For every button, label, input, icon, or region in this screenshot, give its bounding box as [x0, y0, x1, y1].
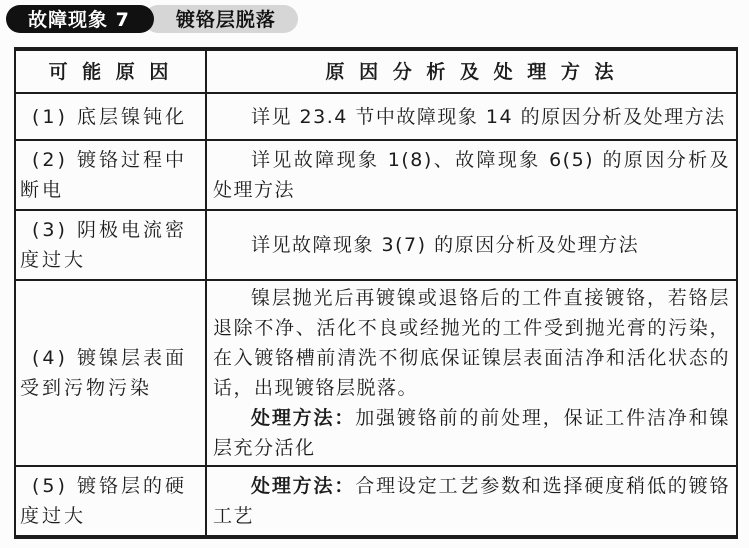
cause-cell [15, 93, 206, 140]
table-row [15, 140, 737, 210]
analysis-text: 合理设定工艺参数和选择硬度稍低的镀铬工艺 [213, 475, 730, 527]
analysis-cell [206, 210, 737, 280]
analysis-text: 详见故障现象 1(8)、故障现象 6(5) 的原因分析及处理方法 [213, 149, 730, 201]
column-header-analysis-treatment: 原 因 分 析 及 处 理 方 法 [206, 49, 737, 93]
treatment-method-label: 处理方法： [251, 475, 356, 497]
table-body [15, 93, 737, 537]
column-header-possible-cause: 可 能 原 因 [15, 49, 206, 93]
cause-cell [15, 280, 206, 466]
cause-cell [15, 140, 206, 210]
table-row [15, 93, 737, 140]
table-header-row [15, 49, 737, 93]
cause-text: (5) 镀铬层的硬度过大 [20, 475, 187, 527]
analysis-text: 详见 23.4 节中故障现象 14 的原因分析及处理方法 [251, 105, 726, 128]
fault-title-badge: 镀铬层脱落 [144, 5, 298, 33]
analysis-cell [206, 466, 737, 537]
cause-text: (4) 镀镍层表面受到污物污染 [20, 347, 187, 399]
cause-cell [15, 466, 206, 537]
analysis-paragraph [213, 230, 730, 260]
treatment-method-label: 处理方法： [251, 407, 356, 429]
analysis-cell [206, 280, 737, 466]
analysis-paragraph [213, 102, 730, 132]
fault-number-badge: 故障现象 7 [6, 5, 154, 33]
table-row [15, 466, 737, 537]
cause-text: (3) 阴极电流密度过大 [20, 219, 187, 271]
analysis-cell [206, 140, 737, 210]
analysis-text: 详见故障现象 3(7) 的原因分析及处理方法 [251, 234, 640, 256]
analysis-text: 镍层抛光后再镀镍或退铬后的工件直接镀铬，若铬层退除不净、活化不良或经抛光的工件受到抛光膏的污染，在入镀铬槽前清洗不彻底保证镍层表面洁净和活化状态的话，出现镀铬层脱落。 [213, 287, 730, 399]
analysis-paragraph [213, 283, 730, 403]
analysis-paragraph [213, 471, 730, 531]
analysis-paragraph [213, 145, 730, 205]
analysis-text: 加强镀铬前的前处理，保证工件洁净和镍层充分活化 [213, 407, 730, 459]
cause-text: (1) 底层镍钝化 [32, 105, 187, 128]
table-row [15, 280, 737, 466]
analysis-paragraph [213, 403, 730, 463]
cause-cell [15, 210, 206, 280]
fault-header [6, 5, 749, 33]
cause-text: (2) 镀铬过程中断电 [20, 149, 187, 201]
fault-cause-table [14, 47, 738, 539]
table-row [15, 210, 737, 280]
analysis-cell [206, 93, 737, 140]
